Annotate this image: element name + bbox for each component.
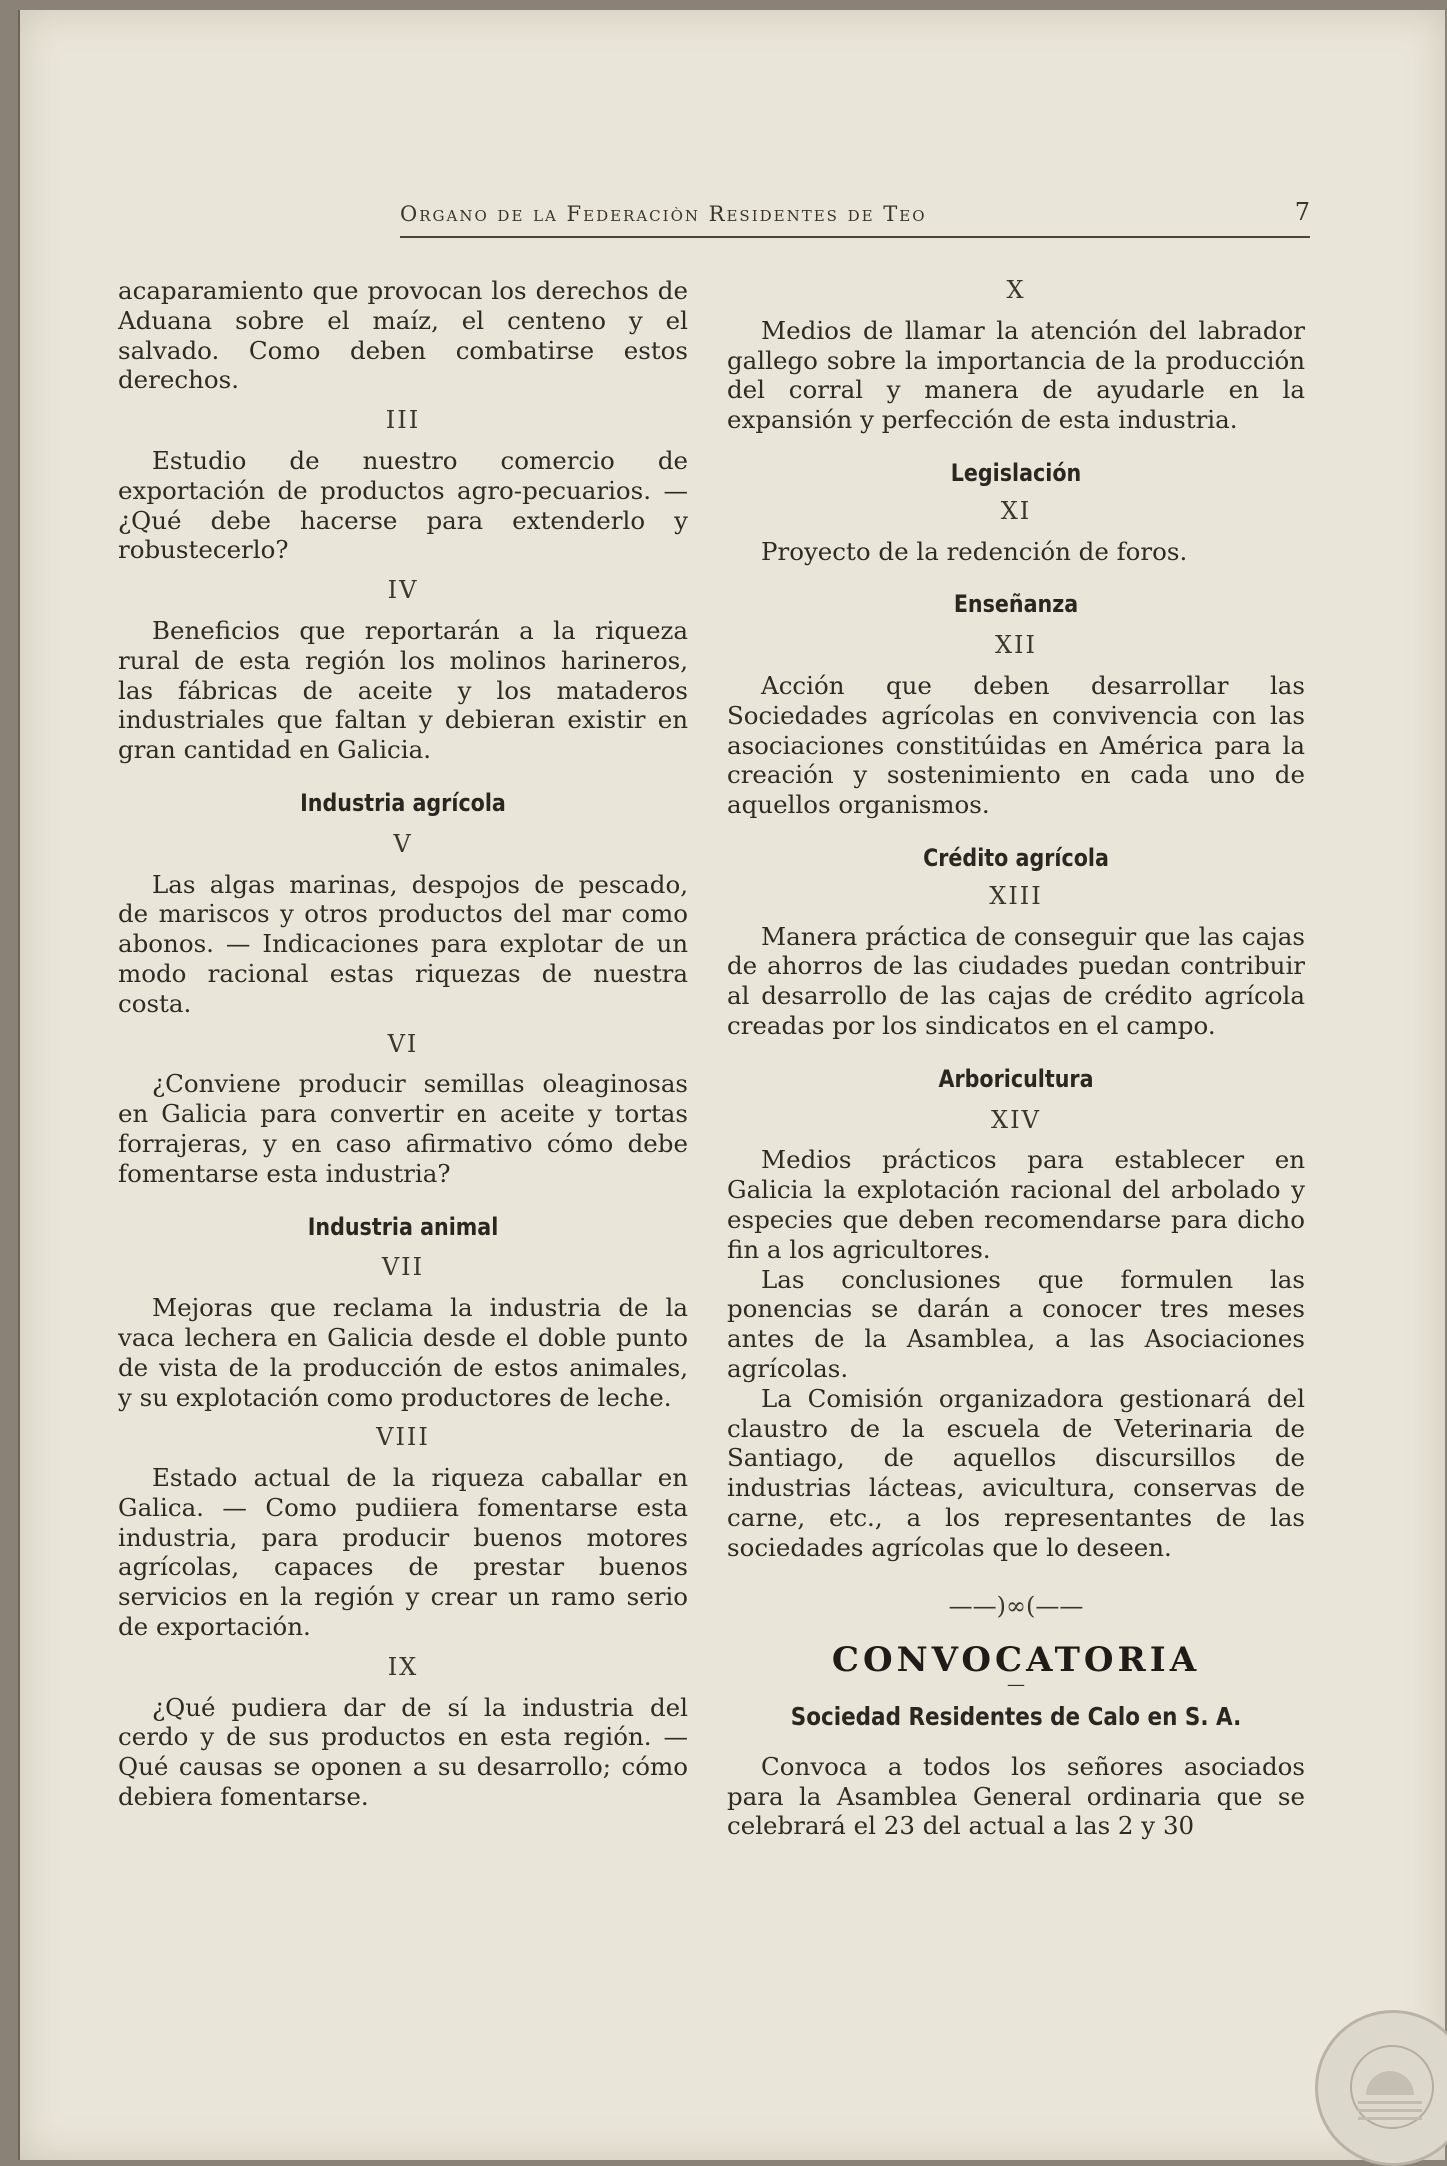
section-heading: Arboricultura <box>938 1064 1094 1093</box>
item-number: XII <box>994 631 1038 660</box>
section-heading: Industria agrícola <box>300 788 506 817</box>
section-heading: Enseñanza <box>953 590 1079 619</box>
item-number: IX <box>387 1652 419 1681</box>
left-column <box>118 276 688 1812</box>
seal-wave <box>1358 2109 1422 2112</box>
item-number: V <box>393 829 413 858</box>
paragraph: Medios prácticos para establecer en Galicia la explotación racional del arbolado y especies que deben recomendarse para dicho fin a los agricultores. <box>727 1145 1305 1264</box>
paragraph: Proyecto de la redención de foros. <box>761 536 1188 566</box>
paragraph: Convoca a todos los señores asociados para la Asamblea General ordinaria que se celebrará el 23 del actual a las 2 y 30 <box>727 1751 1305 1841</box>
item-number: VII <box>381 1253 425 1282</box>
section-heading: Industria animal <box>307 1212 499 1241</box>
title-dash: — <box>1007 1674 1025 1696</box>
seal-wave <box>1358 2101 1422 2104</box>
paragraph: ¿Qué pudiera dar de sí la industria del cerdo y de sus productos en esta región. —Qué causas se oponen a su desarrollo; cómo debiera fomentarse. <box>118 1692 688 1812</box>
item-number: X <box>1006 276 1026 304</box>
paragraph: Las algas marinas, despojos de pescado, de mariscos y otros productos del mar como abonos. — Indicaciones para explotar de un modo racional estas riquezas de nuestra costa. <box>118 869 688 1018</box>
section-heading: Crédito agrícola <box>923 843 1109 872</box>
page <box>18 10 1445 2160</box>
paragraph: Medios de llamar la atención del labrador gallego sobre la importancia de la producción del corral y manera de ayudarle en la expansión y perfección de esta industria. <box>727 315 1305 435</box>
paragraph: ¿Conviene producir semillas oleaginosas en Galicia para convertir en aceite y tortas forrajeras, y en caso afirmativo cómo debe fomentarse esta industria? <box>118 1069 688 1188</box>
item-number: XIV <box>991 1105 1041 1134</box>
paragraph: Manera práctica de conseguir que las cajas de ahorros de las ciudades puedan contribuir al desarrollo de las cajas de crédito agrícola creadas por los sindicatos en el campo. <box>727 921 1305 1040</box>
item-number: XI <box>1000 496 1032 525</box>
paragraph: Las conclusiones que formulen las ponencias se darán a conocer tres meses antes de la Asamblea, a las Asociaciones agrícolas. <box>727 1264 1305 1383</box>
item-number: XIII <box>989 881 1043 910</box>
paragraph: La Comisión organizadora gestionará del claustro de la escuela de Veterinaria de Santiago, de aquellos discursillos de industrias lácteas, avicultura, conservas de carne, etc., a los representantes de las sociedades agrícolas que lo deseen. <box>727 1383 1305 1562</box>
item-number: IV <box>387 576 419 605</box>
header-rule <box>400 236 1310 238</box>
section-heading: Legislación <box>950 458 1082 487</box>
paragraph: Acción que deben desarrollar las Sociedades agrícolas en convivencia con las asociaciones constitúidas en América para la creación y sostenimiento en cada uno de aquellos organismos. <box>727 670 1305 820</box>
item-number: VIII <box>376 1423 430 1452</box>
convocatoria-title: CONVOCATORIA <box>831 1640 1201 1681</box>
ornament-divider: ——)∞(—— <box>948 1592 1084 1621</box>
convocatoria-subtitle: Sociedad Residentes de Calo en S. A. <box>790 1702 1242 1732</box>
paragraph: Estado actual de la riqueza caballar en Galica. — Como pudiiera fomentarse esta industria, para producir buenos motores agrícolas, capaces de prestar buenos servicios en la región y crear un ramo serio de exportación. <box>118 1463 688 1642</box>
paragraph: acaparamiento que provocan los derechos de Aduana sobre el maíz, el centeno y el salvado. Como deben combatirse estos derechos. <box>118 276 688 395</box>
seal-wave <box>1358 2117 1422 2120</box>
paragraph: Estudio de nuestro comercio de exportación de productos agro-pecuarios. —¿Qué debe hacerse para extenderlo y robustecerlo? <box>118 445 688 565</box>
item-number: III <box>385 406 421 435</box>
right-column <box>727 276 1305 1841</box>
item-number: VI <box>387 1029 419 1058</box>
paragraph: Mejoras que reclama la industria de la vaca lechera en Galicia desde el doble punto de vista de la producción de estos animales, y su explotación como productores de leche. <box>118 1293 688 1412</box>
library-seal-stamp <box>1315 2010 1447 2166</box>
paragraph: Beneficios que reportarán a la riqueza rural de esta región los molinos harineros, las fábricas de aceite y los mataderos industriales que faltan y debieran existir en gran cantidad en Galicia. <box>118 615 688 765</box>
page-number: 7 <box>1294 198 1310 226</box>
journal-title: Organo de la Federaciòn Residentes de Teo <box>400 202 927 226</box>
